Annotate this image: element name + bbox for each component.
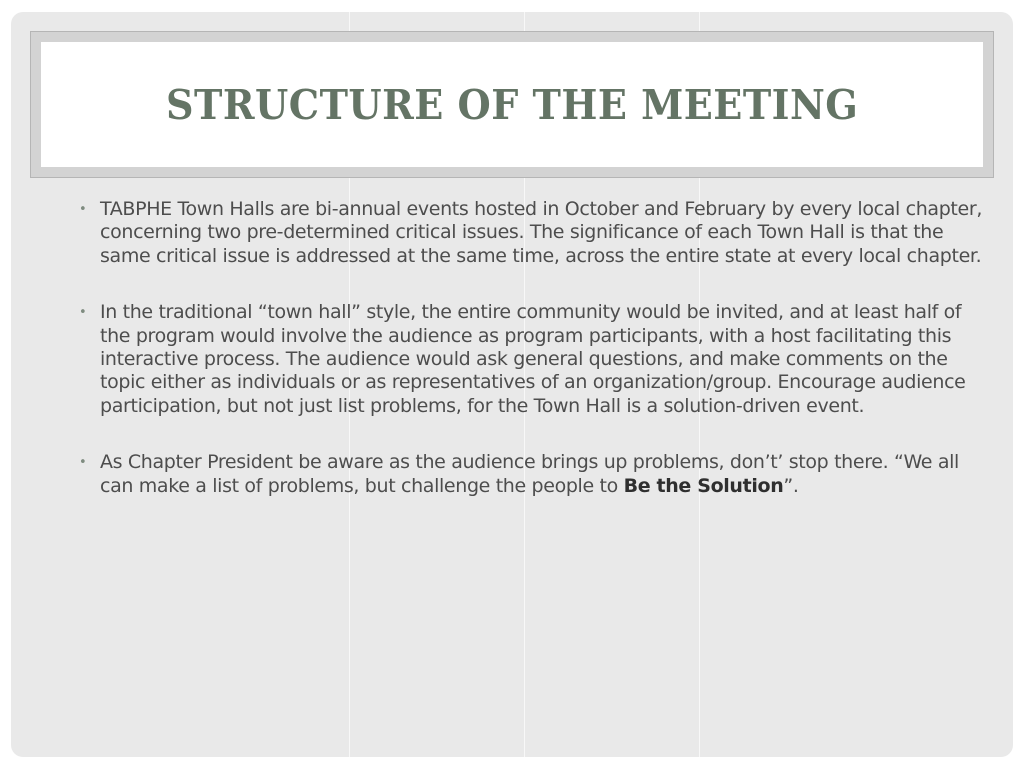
bullet-emphasis: Be the Solution	[623, 474, 784, 497]
slide	[11, 12, 1013, 757]
bullet-item-town-halls	[81, 198, 986, 268]
bullet-dot-icon: •	[79, 455, 87, 471]
bullet-item-town-hall-style	[81, 301, 986, 418]
bullet-dot-icon: •	[79, 202, 87, 217]
bullet-text: In the traditional “town hall” style, the entire community would be invited, and at least half of the program would involve the audience as program participants, with a host facilitating this interactive process. The audience would ask general questions, and make comments on the topic either as individuals or as representatives of an organization/group. Encourage audience participation, but not just list problems, for the Town Hall is a solution-driven event.	[100, 301, 966, 417]
bullet-text: As Chapter President be aware as the audience brings up problems, don’t’ stop there. “We all can make a list of problems, but challenge the people to	[100, 451, 959, 497]
title-box	[41, 42, 983, 167]
bullet-text-end: ”.	[783, 474, 799, 497]
title-frame	[30, 31, 994, 178]
slide-title: STRUCTURE OF THE MEETING	[165, 80, 859, 129]
bullet-text: TABPHE Town Halls are bi-annual events hosted in October and February by every local chapter, concerning two pre-determined critical issues. The significance of each Town Hall is that the same critical issue is addressed at the same time, across the entire state at every local chapter.	[100, 198, 983, 267]
bullet-list	[81, 198, 986, 531]
bullet-dot-icon: •	[79, 305, 87, 321]
bullet-item-chapter-president	[81, 451, 986, 498]
